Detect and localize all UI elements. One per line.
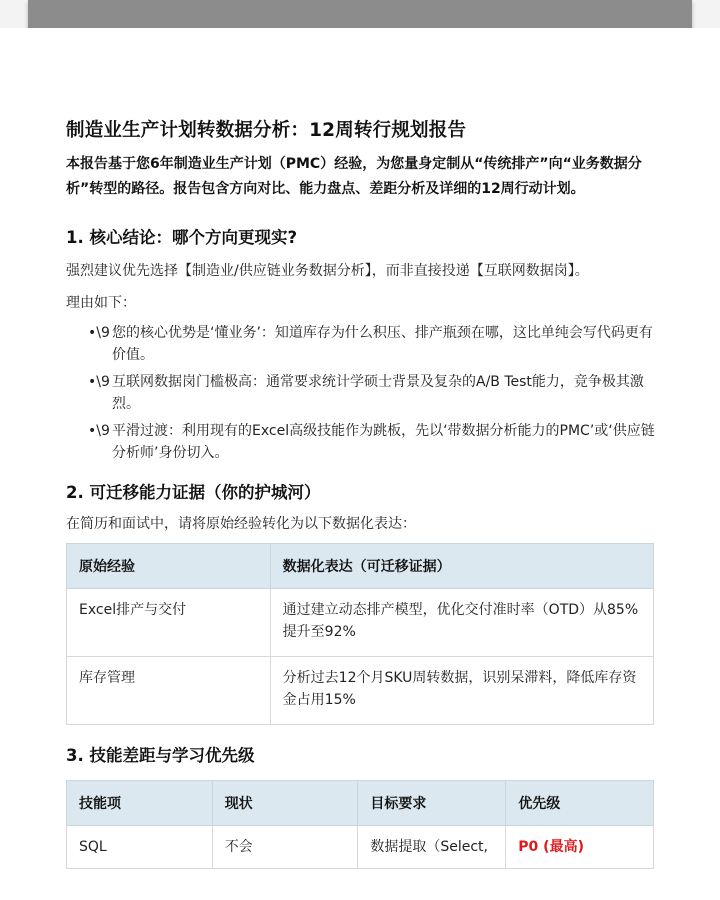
column-header: 技能项 — [67, 781, 213, 826]
reason-text: 平滑过渡：利用现有的Excel高级技能作为跳板，先以‘带数据分析能力的PMC’或‘供应链分析师’身份切入。 — [112, 423, 655, 461]
reasons-label: 理由如下： — [66, 295, 136, 311]
column-header: 优先级 — [506, 781, 654, 826]
table-header-row — [67, 781, 654, 826]
table-header-row — [67, 544, 654, 589]
list-item — [66, 420, 658, 464]
skill-gap-table — [66, 780, 654, 869]
reasons-list — [66, 322, 658, 464]
recommendation-text: 强烈建议优先选择【制造业/供应链业务数据分析】，而非直接投递【互联网数据岗】。 — [66, 263, 589, 279]
table-row — [67, 826, 654, 869]
top-bar — [28, 0, 692, 28]
priority-badge: P0 (最高) — [506, 826, 654, 869]
list-item — [66, 371, 658, 415]
table-row — [67, 589, 654, 657]
list-item — [66, 322, 658, 366]
column-header: 原始经验 — [67, 544, 271, 589]
table-cell: 数据提取（Select, — [358, 826, 506, 869]
section-3-heading: 3. 技能差距与学习优先级 — [66, 746, 255, 765]
column-header: 数据化表达（可迁移证据） — [270, 544, 653, 589]
report-intro: 本报告基于您6年制造业生产计划（PMC）经验，为您量身定制从“传统排产”向“业务数据分析”转型的路径。报告包含方向对比、能力盘点、差距分析及详细的12周行动计划。 — [66, 156, 642, 197]
section-2-heading: 2. 可迁移能力证据（你的护城河） — [66, 483, 321, 502]
reason-text: 互联网数据岗门槛极高：通常要求统计学硕士背景及复杂的A/B Test能力，竞争极其激烈。 — [112, 374, 644, 412]
table-cell: Excel排产与交付 — [67, 589, 271, 657]
bullet-marker: •\9 — [88, 325, 110, 341]
table-cell: 不会 — [212, 826, 358, 869]
bullet-marker: •\9 — [88, 374, 110, 390]
table-row — [67, 657, 654, 725]
section-2-lead: 在简历和面试中，请将原始经验转化为以下数据化表达： — [66, 516, 416, 532]
reason-text: 您的核心优势是‘懂业务’：知道库存为什么积压、排产瓶颈在哪，这比单纯会写代码更有价值。 — [112, 325, 653, 363]
report-content — [66, 118, 658, 869]
section-1-heading: 1. 核心结论：哪个方向更现实? — [66, 228, 298, 247]
table-cell: 通过建立动态排产模型，优化交付准时率（OTD）从85%提升至92% — [270, 589, 653, 657]
transferable-skills-table — [66, 543, 654, 725]
table-cell: SQL — [67, 826, 213, 869]
column-header: 现状 — [212, 781, 358, 826]
bullet-marker: •\9 — [88, 423, 110, 439]
table-cell: 库存管理 — [67, 657, 271, 725]
column-header: 目标要求 — [358, 781, 506, 826]
table-cell: 分析过去12个月SKU周转数据，识别呆滞料，降低库存资金占用15% — [270, 657, 653, 725]
report-title: 制造业生产计划转数据分析：12周转行规划报告 — [66, 120, 467, 141]
